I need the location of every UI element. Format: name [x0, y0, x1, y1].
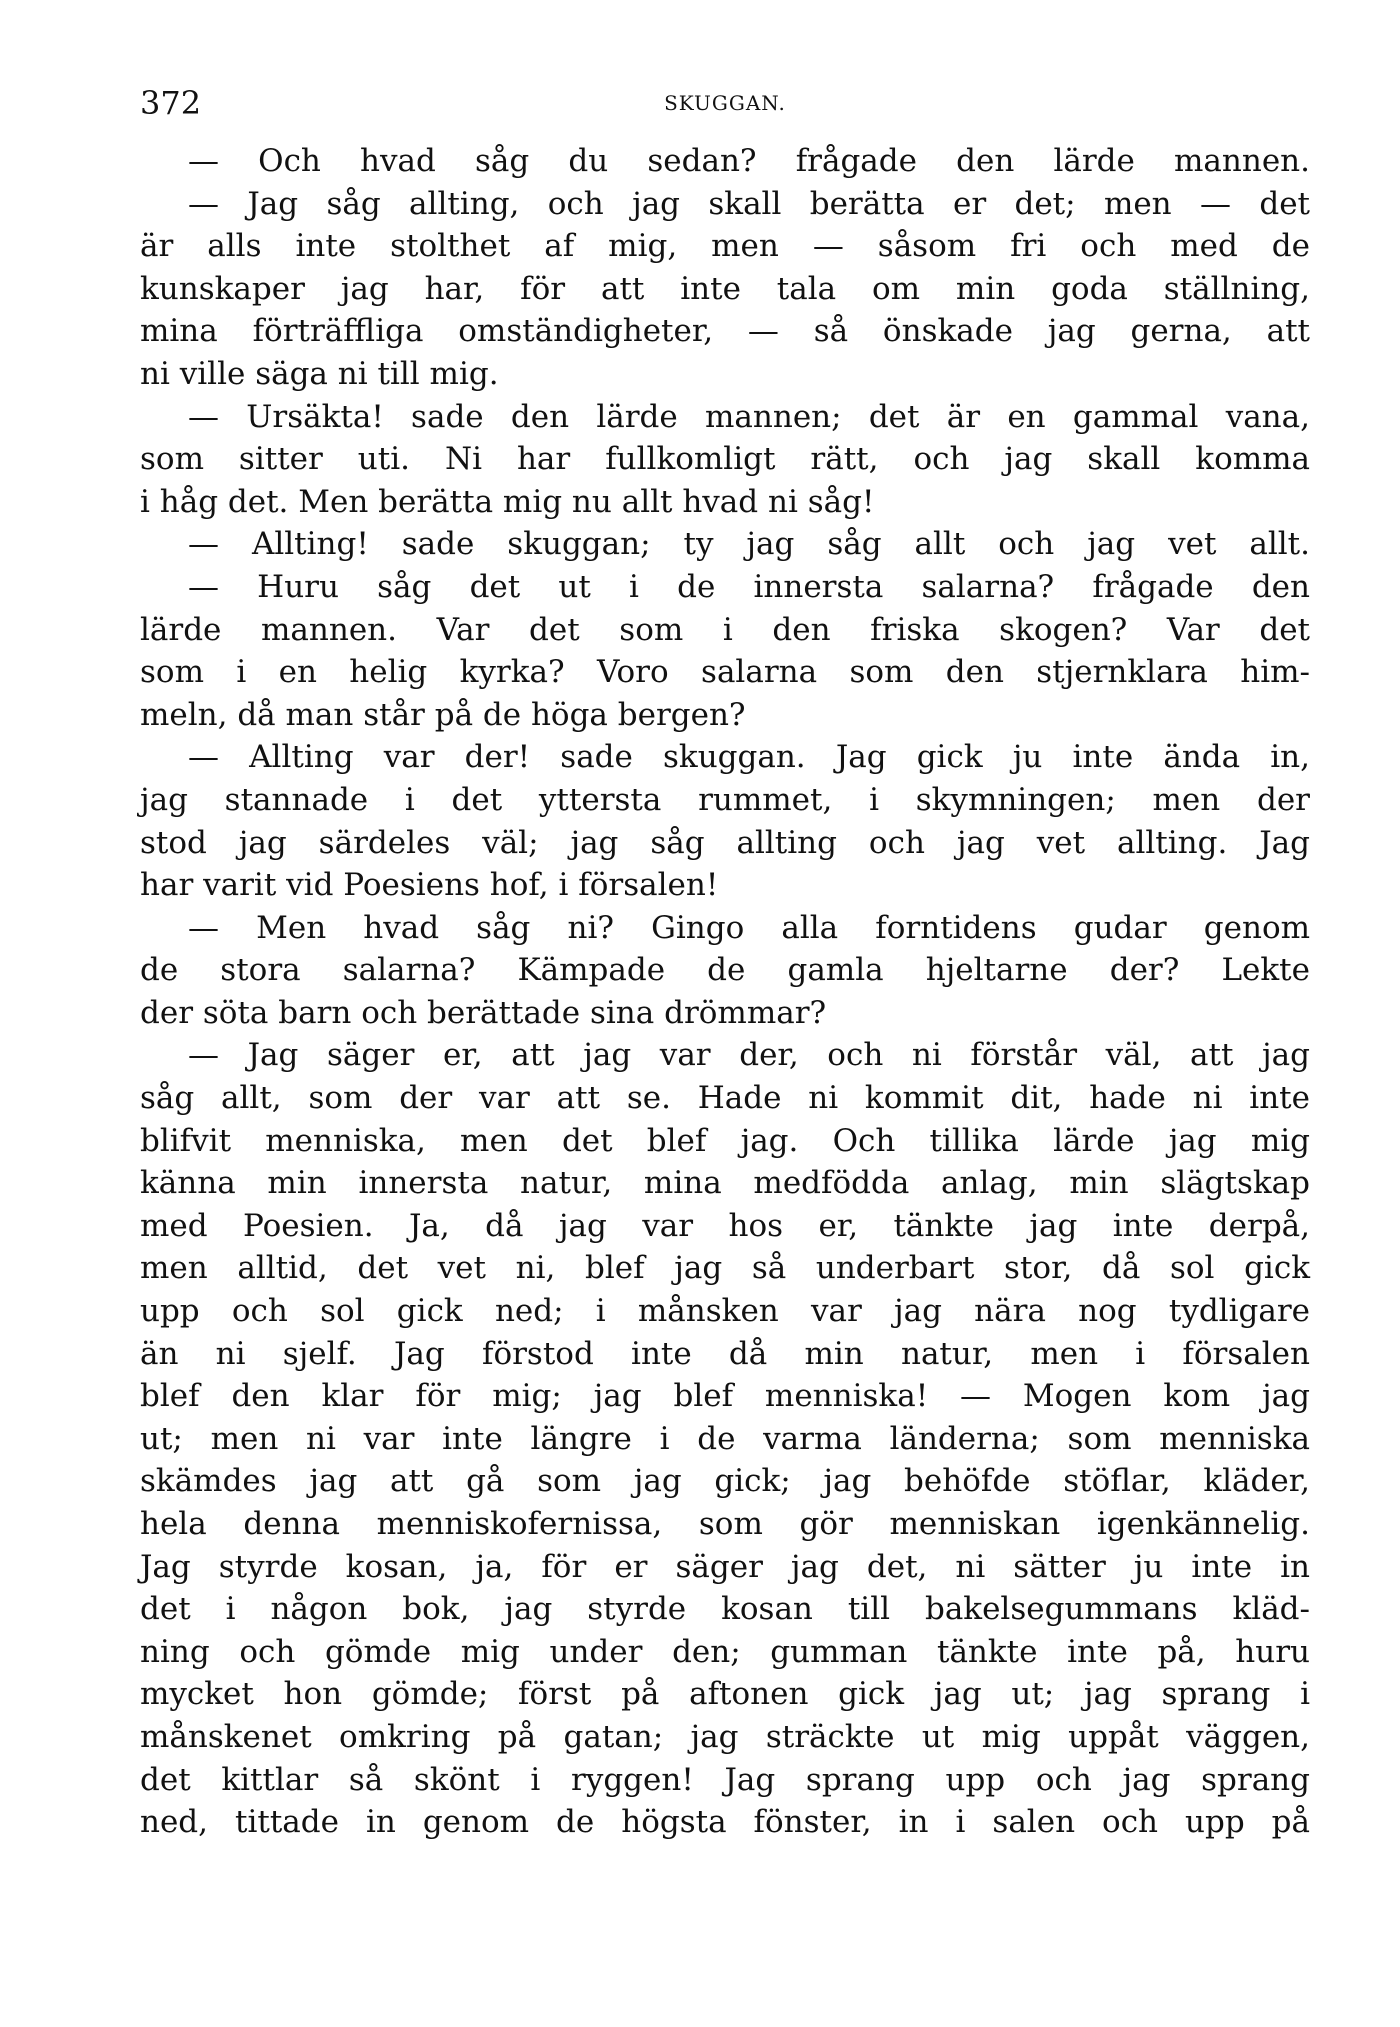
text-line: såg allt, som der var att se. Hade ni kommit dit, hade ni inte [140, 1080, 1310, 1117]
page-header [140, 80, 1310, 126]
text-line: stod jag särdeles väl; jag såg allting och jag vet allting. Jag [140, 824, 1310, 861]
text-line: blef den klar för mig; jag blef menniska! — Mogen kom jag [140, 1378, 1310, 1415]
text-line: meln, då man står på de höga bergen? [140, 696, 746, 733]
text-line: lärde mannen. Var det som i den friska skogen? Var det [140, 611, 1310, 648]
text-line: i håg det. Men berätta mig nu allt hvad ni såg! [140, 483, 875, 520]
text-line: Jag styrde kosan, ja, för er säger jag det, ni sätter ju inte in [140, 1548, 1310, 1585]
text-line: blifvit menniska, men det blef jag. Och tillika lärde jag mig [140, 1122, 1310, 1159]
text-line: — Jag säger er, att jag var der, och ni förstår väl, att jag [188, 1037, 1310, 1074]
text-line: ni ville säga ni till mig. [140, 355, 499, 392]
text-line: ning och gömde mig under den; gumman tänkte inte på, huru [140, 1633, 1310, 1670]
text-line: — Allting var der! sade skuggan. Jag gick ju inte ända in, [188, 739, 1310, 776]
text-line: än ni sjelf. Jag förstod inte då min natur, men i försalen [140, 1335, 1310, 1372]
text-line: de stora salarna? Kämpade de gamla hjeltarne der? Lekte [140, 952, 1310, 989]
text-line: ned, tittade in genom de högsta fönster, in i salen och upp på [140, 1804, 1310, 1841]
text-line: som i en helig kyrka? Voro salarna som den stjernklara him- [140, 654, 1310, 691]
text-line: känna min innersta natur, mina medfödda anlag, min slägtskap [140, 1165, 1310, 1202]
text-line: — Allting! sade skuggan; ty jag såg allt och jag vet allt. [188, 526, 1310, 563]
text-line: med Poesien. Ja, då jag var hos er, tänkte jag inte derpå, [140, 1207, 1310, 1244]
text-line: mina förträffliga omständigheter, — så önskade jag gerna, att [140, 313, 1310, 350]
running-head: SKUGGAN. [664, 91, 786, 115]
text-line: — Jag såg allting, och jag skall berätta er det; men — det [188, 185, 1310, 222]
text-line: kunskaper jag har, för att inte tala om min goda ställning, [140, 270, 1310, 307]
body-text [140, 140, 1310, 1844]
text-line: som sitter uti. Ni har fullkomligt rätt, och jag skall komma [140, 441, 1310, 478]
text-line: — Huru såg det ut i de innersta salarna? frågade den [188, 568, 1310, 605]
text-line: — Men hvad såg ni? Gingo alla forntidens gudar genom [188, 909, 1310, 946]
text-line: det kittlar så skönt i ryggen! Jag sprang upp och jag sprang [140, 1761, 1310, 1798]
text-line: mycket hon gömde; först på aftonen gick jag ut; jag sprang i [140, 1676, 1310, 1713]
text-line: månskenet omkring på gatan; jag sträckte ut mig uppåt väggen, [140, 1718, 1310, 1755]
text-line: skämdes jag att gå som jag gick; jag behöfde stöflar, kläder, [140, 1463, 1310, 1500]
text-line: har varit vid Poesiens hof, i försalen! [140, 867, 719, 904]
text-line: det i någon bok, jag styrde kosan till bakelsegummans kläd- [140, 1591, 1310, 1628]
page-number: 372 [140, 84, 202, 122]
text-line: ut; men ni var inte längre i de varma länderna; som menniska [140, 1420, 1310, 1457]
text-line: — Och hvad såg du sedan? frågade den lärde mannen. [188, 143, 1310, 179]
text-line: — Ursäkta! sade den lärde mannen; det är en gammal vana, [188, 398, 1310, 435]
text-line: men alltid, det vet ni, blef jag så underbart stor, då sol gick [140, 1250, 1310, 1287]
text-line: jag stannade i det yttersta rummet, i skymningen; men der [140, 781, 1310, 818]
text-line: upp och sol gick ned; i månsken var jag nära nog tydligare [140, 1293, 1310, 1330]
text-line: är alls inte stolthet af mig, men — såsom fri och med de [140, 228, 1310, 265]
text-line: der söta barn och berättade sina drömmar? [140, 994, 827, 1031]
text-line: hela denna menniskofernissa, som gör menniskan igenkännelig. [140, 1506, 1310, 1542]
